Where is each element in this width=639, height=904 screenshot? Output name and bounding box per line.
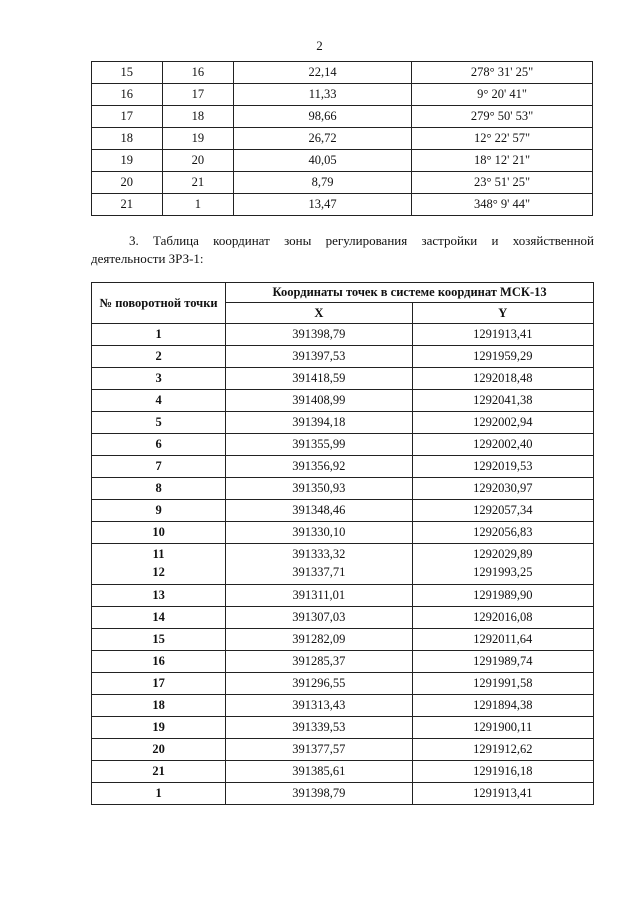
length-cell: 40,05	[234, 150, 412, 172]
x-coordinate-cell: 391313,43	[226, 695, 412, 717]
table-row	[92, 456, 594, 478]
table-row	[92, 150, 593, 172]
point-number-cell: 1	[92, 324, 226, 346]
from-point-cell: 16	[92, 84, 163, 106]
x-coordinate-cell: 391397,53	[226, 346, 412, 368]
y-coordinate-value: 1291993,25	[473, 565, 533, 579]
table-row	[92, 673, 594, 695]
point-number-cell: 20	[92, 739, 226, 761]
length-cell: 13,47	[234, 194, 412, 216]
x-coordinate-cell: 391418,59	[226, 368, 412, 390]
point-number-cell: 5	[92, 412, 226, 434]
bearings-table	[91, 61, 593, 216]
x-coordinate-cell: 391348,46	[226, 500, 412, 522]
y-coordinate-cell: 1292056,83	[412, 522, 594, 544]
to-point-cell: 20	[162, 150, 234, 172]
to-point-cell: 18	[162, 106, 234, 128]
table-row	[92, 412, 594, 434]
table-row	[92, 172, 593, 194]
y-coordinate-cell: 1291916,18	[412, 761, 594, 783]
table-row	[92, 585, 594, 607]
table-row	[92, 500, 594, 522]
table-row	[92, 739, 594, 761]
coordinates-table	[91, 282, 594, 805]
x-coordinate-cell: 391330,10	[226, 522, 412, 544]
x-coordinate-cell: 391356,92	[226, 456, 412, 478]
point-number-cell: 21	[92, 761, 226, 783]
x-coordinate-cell: 391355,99	[226, 434, 412, 456]
point-number-value: 11	[152, 547, 165, 561]
page-number: 2	[316, 38, 323, 53]
y-coordinate-cell: 1292011,64	[412, 629, 594, 651]
point-number-cell: 4	[92, 390, 226, 412]
to-point-cell: 16	[162, 62, 234, 84]
table-row	[92, 106, 593, 128]
angle-cell: 279° 50' 53"	[412, 106, 593, 128]
table-row	[92, 761, 594, 783]
x-coordinate-cell: 391339,53	[226, 717, 412, 739]
x-coordinate-cell: 391394,18	[226, 412, 412, 434]
x-coordinate-cell	[226, 544, 412, 585]
point-number-cell: 2	[92, 346, 226, 368]
y-coordinate-cell: 1291912,62	[412, 739, 594, 761]
point-number-cell: 8	[92, 478, 226, 500]
x-coordinate-cell: 391350,93	[226, 478, 412, 500]
length-cell: 22,14	[234, 62, 412, 84]
point-number-cell: 1	[92, 783, 226, 805]
x-coordinate-value: 391337,71	[292, 565, 346, 579]
table-row	[92, 783, 594, 805]
table-row	[92, 368, 594, 390]
point-number-value: 12	[152, 565, 165, 579]
to-point-cell: 17	[162, 84, 234, 106]
table-row	[92, 607, 594, 629]
y-coordinate-cell: 1291989,74	[412, 651, 594, 673]
length-cell: 8,79	[234, 172, 412, 194]
point-number-cell: 15	[92, 629, 226, 651]
from-point-cell: 15	[92, 62, 163, 84]
angle-cell: 348° 9' 44"	[412, 194, 593, 216]
length-cell: 11,33	[234, 84, 412, 106]
y-coordinate-cell: 1292002,94	[412, 412, 594, 434]
from-point-cell: 21	[92, 194, 163, 216]
point-number-cell: 17	[92, 673, 226, 695]
table-row	[92, 62, 593, 84]
x-coordinate-cell: 391285,37	[226, 651, 412, 673]
angle-cell: 12° 22' 57"	[412, 128, 593, 150]
point-number-cell: 18	[92, 695, 226, 717]
to-point-cell: 1	[162, 194, 234, 216]
angle-cell: 278° 31' 25"	[412, 62, 593, 84]
point-number-cell: 16	[92, 651, 226, 673]
table-row	[92, 544, 594, 585]
length-cell: 98,66	[234, 106, 412, 128]
y-coordinate-cell: 1292002,40	[412, 434, 594, 456]
x-coordinate-cell: 391398,79	[226, 324, 412, 346]
table-row	[92, 629, 594, 651]
y-coordinate-cell: 1291913,41	[412, 324, 594, 346]
point-number-cell	[92, 544, 226, 585]
table-row	[92, 194, 593, 216]
point-number-cell: 10	[92, 522, 226, 544]
table-row	[92, 324, 594, 346]
table-row	[92, 651, 594, 673]
angle-cell: 18° 12' 21"	[412, 150, 593, 172]
x-coordinate-cell: 391377,57	[226, 739, 412, 761]
from-point-cell: 19	[92, 150, 163, 172]
y-coordinate-cell: 1292030,97	[412, 478, 594, 500]
table-row	[92, 390, 594, 412]
x-coordinate-cell: 391307,03	[226, 607, 412, 629]
table-row	[92, 434, 594, 456]
point-number-cell: 6	[92, 434, 226, 456]
y-coordinate-cell: 1292016,08	[412, 607, 594, 629]
point-number-cell: 19	[92, 717, 226, 739]
point-number-cell: 3	[92, 368, 226, 390]
y-coordinate-cell: 1292057,34	[412, 500, 594, 522]
y-coordinate-cell: 1292018,48	[412, 368, 594, 390]
y-coordinate-cell: 1291913,41	[412, 783, 594, 805]
y-coordinate-cell: 1292019,53	[412, 456, 594, 478]
y-coordinate-cell: 1292041,38	[412, 390, 594, 412]
angle-cell: 9° 20' 41"	[412, 84, 593, 106]
table-row	[92, 128, 593, 150]
header-point-number: № поворотной точки	[92, 283, 226, 324]
table-row	[92, 84, 593, 106]
point-number-cell: 14	[92, 607, 226, 629]
to-point-cell: 19	[162, 128, 234, 150]
point-number-cell: 13	[92, 585, 226, 607]
y-coordinate-cell: 1291989,90	[412, 585, 594, 607]
table-row	[92, 346, 594, 368]
y-coordinate-cell: 1291900,11	[412, 717, 594, 739]
y-coordinate-cell: 1291991,58	[412, 673, 594, 695]
table-row	[92, 717, 594, 739]
header-coordinate-system: Координаты точек в системе координат МСК-13	[226, 283, 594, 303]
to-point-cell: 21	[162, 172, 234, 194]
length-cell: 26,72	[234, 128, 412, 150]
point-number-cell: 7	[92, 456, 226, 478]
x-coordinate-cell: 391311,01	[226, 585, 412, 607]
table-row	[92, 695, 594, 717]
table-row	[92, 478, 594, 500]
x-coordinate-cell: 391398,79	[226, 783, 412, 805]
y-coordinate-cell: 1291959,29	[412, 346, 594, 368]
y-coordinate-value: 1292029,89	[473, 547, 533, 561]
table-row	[92, 522, 594, 544]
header-x: X	[226, 303, 412, 324]
x-coordinate-cell: 391408,99	[226, 390, 412, 412]
y-coordinate-cell: 1291894,38	[412, 695, 594, 717]
section-3-heading: 3. Таблица координат зоны регулирования застройки и хозяйственной деятельности ЗРЗ-1:	[91, 233, 594, 266]
x-coordinate-cell: 391385,61	[226, 761, 412, 783]
angle-cell: 23° 51' 25"	[412, 172, 593, 194]
from-point-cell: 20	[92, 172, 163, 194]
x-coordinate-value: 391333,32	[292, 547, 346, 561]
y-coordinate-cell	[412, 544, 594, 585]
header-y: Y	[412, 303, 594, 324]
x-coordinate-cell: 391296,55	[226, 673, 412, 695]
from-point-cell: 17	[92, 106, 163, 128]
from-point-cell: 18	[92, 128, 163, 150]
point-number-cell: 9	[92, 500, 226, 522]
x-coordinate-cell: 391282,09	[226, 629, 412, 651]
